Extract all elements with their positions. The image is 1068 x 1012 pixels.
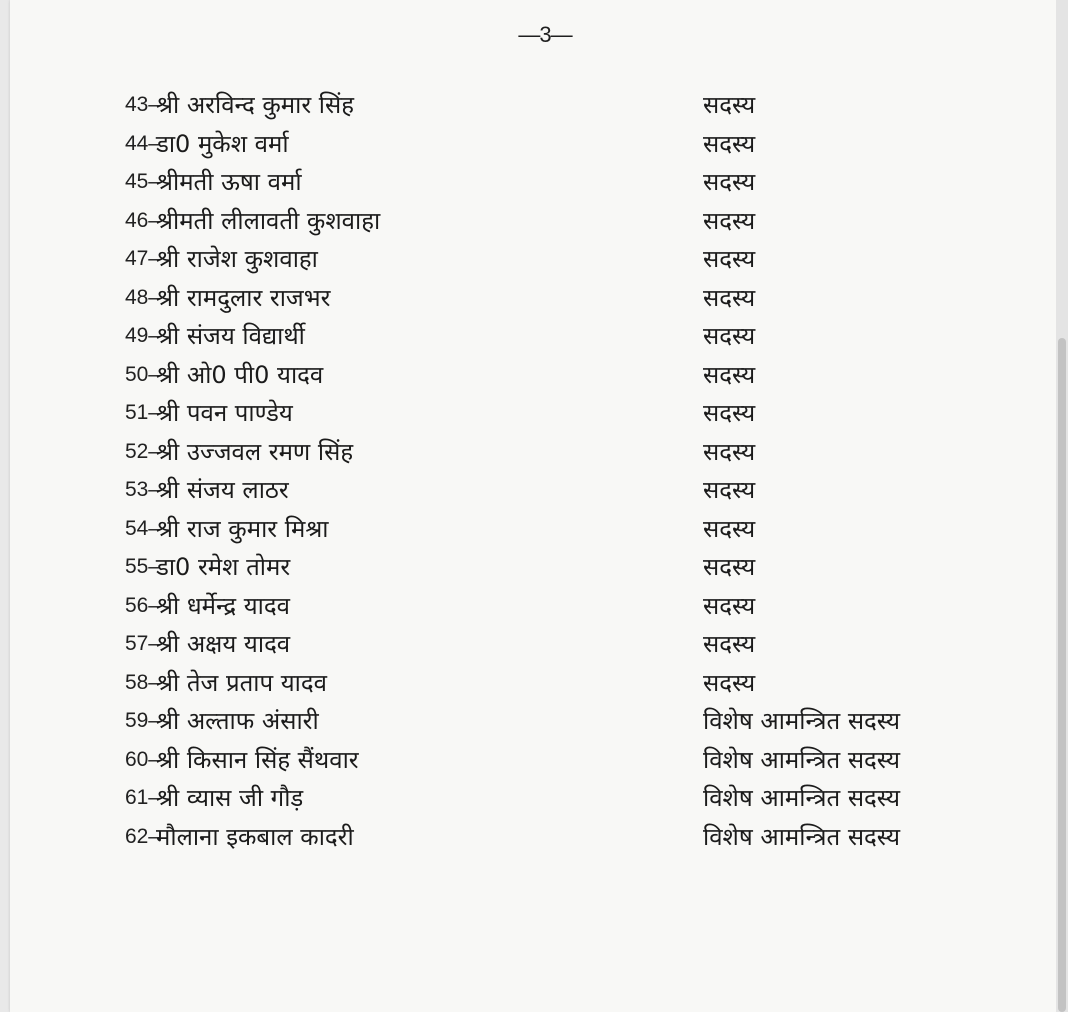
member-number: 60– [124,747,160,771]
member-name: श्री संजय विद्यार्थी [156,322,305,350]
member-number: 53– [124,478,160,501]
list-item [10,240,1056,279]
list-item [10,664,1056,703]
member-role: विशेष आमन्त्रित सदस्य [703,784,901,812]
member-name: श्री संजय लाठर [156,476,289,504]
member-name: डा0 मुकेश वर्मा [156,129,289,158]
list-item [10,86,1056,125]
list-item [10,818,1056,857]
member-name: श्री राजेश कुशवाहा [156,245,318,273]
list-item [10,779,1056,818]
member-role: सदस्य [703,630,756,658]
list-item [10,394,1056,433]
list-item [10,702,1056,741]
member-name: श्रीमती ऊषा वर्मा [156,168,302,196]
member-name: श्री किसान सिंह सैंथवार [156,745,359,774]
member-name: श्री पवन पाण्डेय [156,399,293,427]
member-name: श्री राज कुमार मिश्रा [156,514,329,543]
member-role: सदस्य [703,129,756,158]
member-role: सदस्य [703,245,756,273]
member-name: श्री तेज प्रताप यादव [156,668,327,697]
list-item [10,163,1056,202]
member-number: 46– [124,208,160,232]
list-item [10,510,1056,549]
member-role: सदस्य [703,360,756,389]
list-item [10,548,1056,587]
member-number: 61– [124,786,160,809]
member-number: 49– [124,324,160,347]
member-name: श्री अक्षय यादव [156,630,291,658]
member-role: सदस्य [703,553,756,581]
member-number: 58– [124,670,160,694]
scrollbar-thumb[interactable] [1058,338,1066,1012]
member-number: 44– [124,131,160,155]
member-role: विशेष आमन्त्रित सदस्य [703,707,901,735]
member-role: सदस्य [703,322,756,350]
list-item [10,625,1056,664]
members-list [10,86,1056,856]
scrollbar-track[interactable] [1056,0,1068,1012]
list-item [10,356,1056,395]
list-item [10,202,1056,241]
member-name: मौलाना इकबाल कादरी [156,822,354,851]
member-number: 43– [124,93,160,116]
document-page [10,0,1056,1012]
member-number: 45– [124,170,160,193]
member-name: श्री रामदुलार राजभर [156,283,331,312]
member-number: 59– [124,709,160,732]
list-item [10,741,1056,780]
list-item [10,471,1056,510]
member-number: 50– [124,362,160,386]
member-number: 48– [124,285,160,309]
member-role: सदस्य [703,437,756,466]
page-number: —3— [518,22,572,47]
member-number: 51– [124,401,160,424]
member-number: 55– [124,555,160,578]
member-role: सदस्य [703,399,756,427]
member-number: 62– [124,824,160,848]
member-number: 54– [124,516,160,540]
member-role: सदस्य [703,591,756,620]
member-role: सदस्य [703,514,756,543]
member-number: 47– [124,247,160,270]
member-name: श्री धर्मेन्द्र यादव [156,591,290,620]
member-name: श्रीमती लीलावती कुशवाहा [156,206,381,235]
member-number: 52– [124,439,160,463]
member-name: श्री उज्जवल रमण सिंह [156,437,354,466]
member-role: सदस्य [703,668,756,697]
member-name: श्री ओ0 पी0 यादव [156,360,324,389]
member-number: 56– [124,593,160,617]
member-role: विशेष आमन्त्रित सदस्य [703,745,901,774]
list-item [10,433,1056,472]
member-name: डा0 रमेश तोमर [156,553,291,581]
member-name: श्री अरविन्द कुमार सिंह [156,91,354,119]
member-role: विशेष आमन्त्रित सदस्य [703,822,901,851]
member-role: सदस्य [703,283,756,312]
list-item [10,279,1056,318]
member-name: श्री व्यास जी गौड़ [156,784,304,812]
member-name: श्री अल्ताफ अंसारी [156,707,319,735]
member-role: सदस्य [703,91,756,119]
list-item [10,317,1056,356]
list-item [10,587,1056,626]
member-number: 57– [124,632,160,655]
member-role: सदस्य [703,168,756,196]
member-role: सदस्य [703,476,756,504]
member-role: सदस्य [703,206,756,235]
list-item [10,125,1056,164]
